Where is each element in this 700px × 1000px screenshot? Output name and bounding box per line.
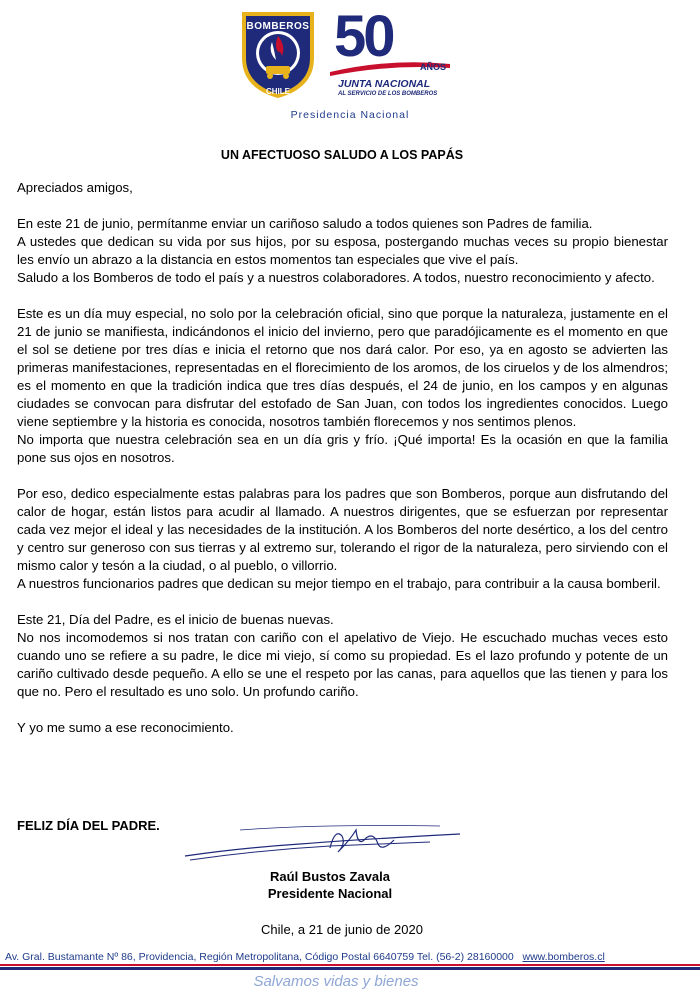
paragraph-1 [17, 215, 668, 287]
letter-body [17, 179, 668, 755]
paragraph-5: Y yo me sumo a ese reconocimiento. [17, 720, 234, 735]
bomberos-shield-logo [238, 8, 318, 100]
paragraph-4 [17, 611, 668, 701]
closing-line: FELIZ DÍA DEL PADRE. [17, 818, 160, 833]
paragraph-3 [17, 485, 668, 593]
anniversary-number: 50 [334, 4, 393, 69]
paragraph-3-line-1: Por eso, dedico especialmente estas palabras para los padres que son Bomberos, porque aun disfrutando del calor de hogar, están listos para acudir al llamado. A nuestros dirigentes, que se esfuerzan por representar cada vez mejor el ideal y las necesidades de la institución. A los Bomberos del norte desértico, a los del centro y centro sur generoso con sus tierras y al extremo sur, tolerando el rigor de la naturaleza, pero sirviendo con el mismo calor y tesón a la ciudad, o al pueblo, o villorrio. [17, 486, 668, 573]
anniversary-org: JUNTA NACIONAL [338, 78, 431, 90]
anniversary-logo [330, 4, 450, 103]
shield-bottom-text: CHILE [266, 87, 290, 96]
shield-top-text: BOMBEROS [246, 21, 310, 32]
signer-role: Presidente Nacional [267, 886, 393, 901]
letterhead [0, 0, 700, 125]
paragraph-3-line-2: A nuestros funcionarios padres que dedican su mejor tiempo en el trabajo, para contribuir a la causa bomberil. [17, 576, 661, 591]
paragraph-2-line-2: No importa que nuestra celebración sea en un día gris y frío. ¡Qué importa! Es la ocasión en que la familia pone sus ojos en nosotros. [17, 432, 668, 465]
footer-blue-stripe [0, 967, 700, 970]
paragraph-4-line-2: No nos incomodemos si nos tratan con cariño con el apelativo de Viejo. He escuchado muchas veces esto cuando uno se refiere a su padre, le dice mi viejo, sí como su propiedad. Es el lazo profundo y potente de un cariño cultivado desde pequeño. A ello se une el respeto por las canas, para aquellos que las tienen y para los que no. Pero el resultado es uno solo. Un profundo cariño. [17, 630, 668, 699]
paragraph-2-line-1: Este es un día muy especial, no solo por la celebración oficial, sino que porque la naturaleza, justamente en el 21 de junio se manifiesta, indicándonos el inicio del invierno, pero que paradójicamente es el momento en que el sol se detiene por tres días e inicia el retorno que nos dará calor. Por eso, ya en agosto se advierten las primeras manifestaciones, representadas en el florecimiento de los aromos, de los ciruelos y de los almendros; es el momento en que la tradición indica que tres días después, el 24 de junio, en los campos y en algunas ciudades se convocan para disfrutar del estofado de San Juan, con todos los ingredientes conocidos. Luego viene septiembre y la historia es conocida, nosotros también florecemos y nos sentimos plenos. [17, 306, 668, 429]
footer-address [5, 951, 669, 963]
footer-divider [0, 964, 700, 970]
anniversary-tagline: AL SERVICIO DE LOS BOMBEROS [338, 91, 438, 97]
footer-slogan: Salvamos vidas y bienes [253, 973, 419, 990]
greeting: Apreciados amigos, [17, 180, 133, 195]
document-title: UN AFECTUOSO SALUDO A LOS PAPÁS [220, 148, 464, 162]
paragraph-4-line-1: Este 21, Día del Padre, es el inicio de buenas nuevas. [17, 612, 334, 627]
footer-red-stripe [0, 964, 700, 966]
signer-name: Raúl Bustos Zavala [270, 869, 390, 884]
paragraph-2 [17, 305, 668, 467]
paragraph-1-line-3: Saludo a los Bomberos de todo el país y a nuestros colaboradores. A todos, nuestro reconocimiento y afecto. [17, 270, 655, 285]
paragraph-1-line-2: A ustedes que dedican su vida por sus hijos, por su esposa, postergando muchas veces su propio bienestar les envío un abrazo a la distancia en estos momentos tan especiales que vive el país. [17, 234, 668, 267]
letter-date: Chile, a 21 de junio de 2020 [261, 922, 423, 937]
office-name: Presidencia Nacional [290, 109, 410, 121]
anniversary-years: AÑOS [420, 62, 447, 72]
footer-address-text: Av. Gral. Bustamante Nº 86, Providencia, Región Metropolitana, Código Postal 6640759 Tel. (56-2) 28160000 [5, 951, 514, 963]
paragraph-1-line-1: En este 21 de junio, permítanme enviar un cariñoso saludo a todos quienes son Padres de familia. [17, 216, 593, 231]
website-link[interactable]: www.bomberos.cl [522, 951, 605, 963]
